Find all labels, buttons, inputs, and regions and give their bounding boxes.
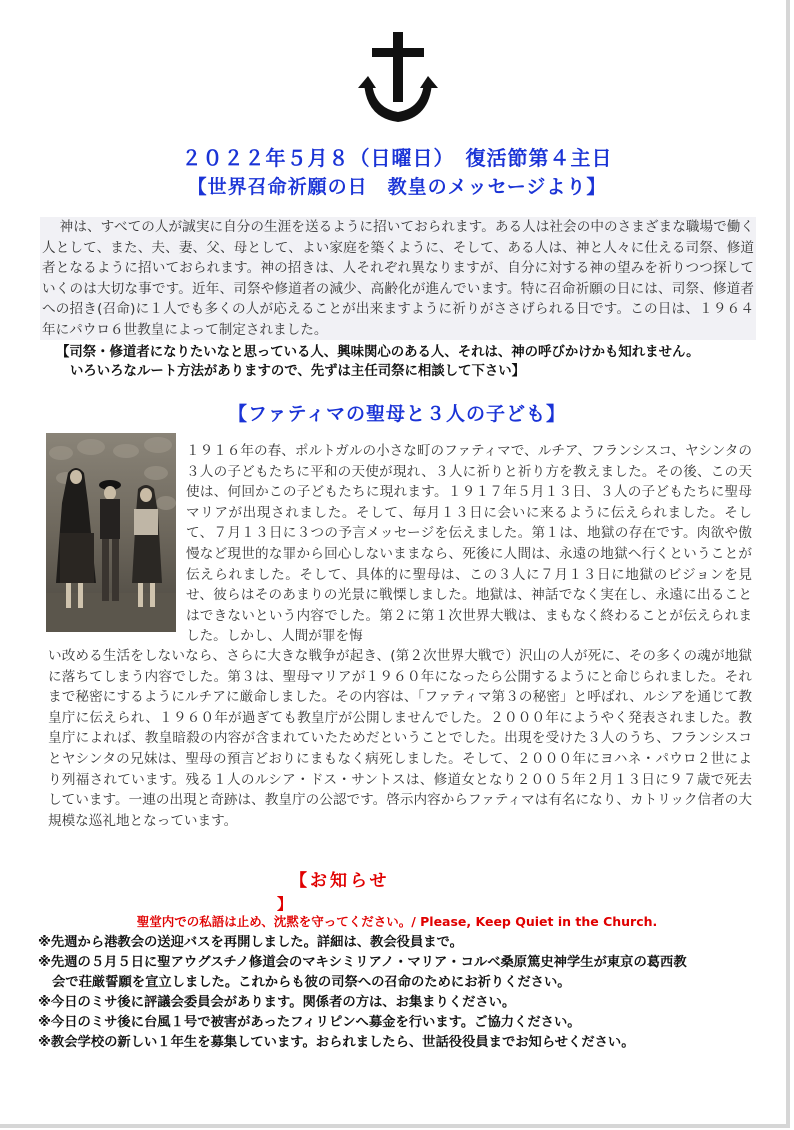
announcement-item [38, 1013, 758, 1033]
quiet-notice: 聖堂内での私語は止め、沈黙を守ってください。/ Please, Keep Quiet in the Church. [136, 914, 658, 929]
vocation-notice-line2: いろいろなルート方法がありますので、先ずは主任司祭に相談して下さい】 [70, 364, 526, 379]
vocation-notice-line1: 【司祭・修道者になりたいなと思っている人、興味関心のある人、それは、神の呼びかけかも知れません。 [56, 345, 700, 360]
fatima-title: 【ファティマの聖母と３人の子ども】 [227, 403, 567, 425]
announcement-item [38, 933, 758, 953]
date-title: ２０２２年５月８（日曜日） 復活節第４主日 [181, 146, 613, 170]
fatima-paragraph-lower: い改める生活をしないなら、さらに大きな戦争が起き、(第２次世界大戦で）沢山の人が死に、その多くの魂が地獄に落ちてしまう内容でした。第３は、聖母マリアが１９６０年になったら公開するようにと命じられました。それまで秘密にするようにルチアに厳命しました。その内容は、「ファティマ第３の秘密」と呼ばれ、ルシアを通じて教皇庁に伝えられ、１９６０年が過ぎても教皇庁が公開しませんでした。２０００年にようやく発表されました。教皇庁によれば、教皇暗殺の内容が含まれていたためだということでした。出現を受けた３人のうち、フランシスコとヤシンタの兄妹は、聖母の預言どおりにまもなく病死しました。そして、２０００年にヨハネ・パウロ２世により列福されています。残る１人のルシア・ドス・サントスは、修道女となり２００５年２月１３日に９７歳で死去しています。一連の出現と奇跡は、教皇庁の公認です。啓示内容からファティマは有名になり、カトリック信者の大規模な巡礼地となっています。 [48, 648, 752, 829]
announcement-list [38, 933, 758, 1053]
fatima-paragraph-upper: １９１６年の春、ポルトガルの小さな町のファティマで、ルチア、フランシスコ、ヤシンタの３人の子どもたちに平和の天使が現れ、３人に祈りと祈り方を教えました。その後、この天使は、何回かこの子どもたちに現れます。１９１７年５月１３日、３人の子どもたちに聖母マリアが出現されました。そして、毎月１３日に会いに来るように伝えられました。そして、７月１３日に３つの予言メッセージを伝えました。第１は、地獄の存在です。肉欲や傲慢など現世的な罪から回心しないままなら、死後に人間は、永遠の地獄へ行くということが伝えられました。そして、具体的に聖母は、この３人に７月１３日に地獄のビジョンを見せ、彼らはそのあまりの光景に戦慄しました。地獄は、神話でなく実在し、永遠に出ることはできないという内容でした。第２に第１次世界大戦は、まもなく終わることが伝えられました。しかし、人間が罪を悔 [186, 443, 752, 645]
announcement-item-text: ※今日のミサ後に台風１号で被害があったフィリピンへ募金を行います。ご協力ください。 [38, 1015, 581, 1030]
vocation-notice [56, 343, 728, 381]
anchor-icon [358, 30, 438, 126]
announcement-item-text: ※今日のミサ後に評議会委員会があります。関係者の方は、お集まりください。 [38, 995, 516, 1010]
announcement-item-text: ※先週の５月５日に聖アウグスチノ修道会のマキシミリアノ・マリア・コルベ桑原篤史神学生が東京の葛西教 [38, 955, 687, 970]
announcements-heading-close: 】 [277, 895, 293, 913]
announcement-item [38, 993, 758, 1013]
announcement-item-text: ※教会学校の新しい１年生を募集しています。おられましたら、世話役役員までお知らせください。 [38, 1035, 635, 1050]
message-subtitle: 【世界召命祈願の日 教皇のメッセージより】 [187, 176, 607, 198]
announcement-item [38, 953, 758, 993]
announcement-item-continuation: 会で荘厳誓願を宣立しました。これからも彼の司祭への召命のためにお祈りください。 [52, 975, 571, 990]
announcement-item [38, 1033, 758, 1053]
announcement-item-text: ※先週から港教会の送迎バスを再開しました。詳細は、教会役員まで。 [38, 935, 463, 950]
intro-paragraph: 神は、すべての人が誠実に自分の生涯を送るように招いておられます。ある人は社会の中のさまざまな職場で働く人として、また、夫、妻、父、母として、よい家庭を築くように、そして、ある人は、神と人々に仕える司祭、修道者となるように招いておられます。神の招きは、人それぞれ異なりますが、自分に対する神の望みを祈りつつ探していくのは大切な事です。近年、司祭や修道者の減少、高齢化が進んでいます。特に召命祈願の日には、司祭、修道者への招き(召命)に１人でも多くの人が応えることが出来ますように祈りがささげられる日です。この日は、１９６４年にパウロ６世教皇によって制定されました。 [40, 217, 756, 340]
three-children-photo [46, 433, 176, 632]
announcements-heading: 【お知らせ [290, 871, 390, 891]
